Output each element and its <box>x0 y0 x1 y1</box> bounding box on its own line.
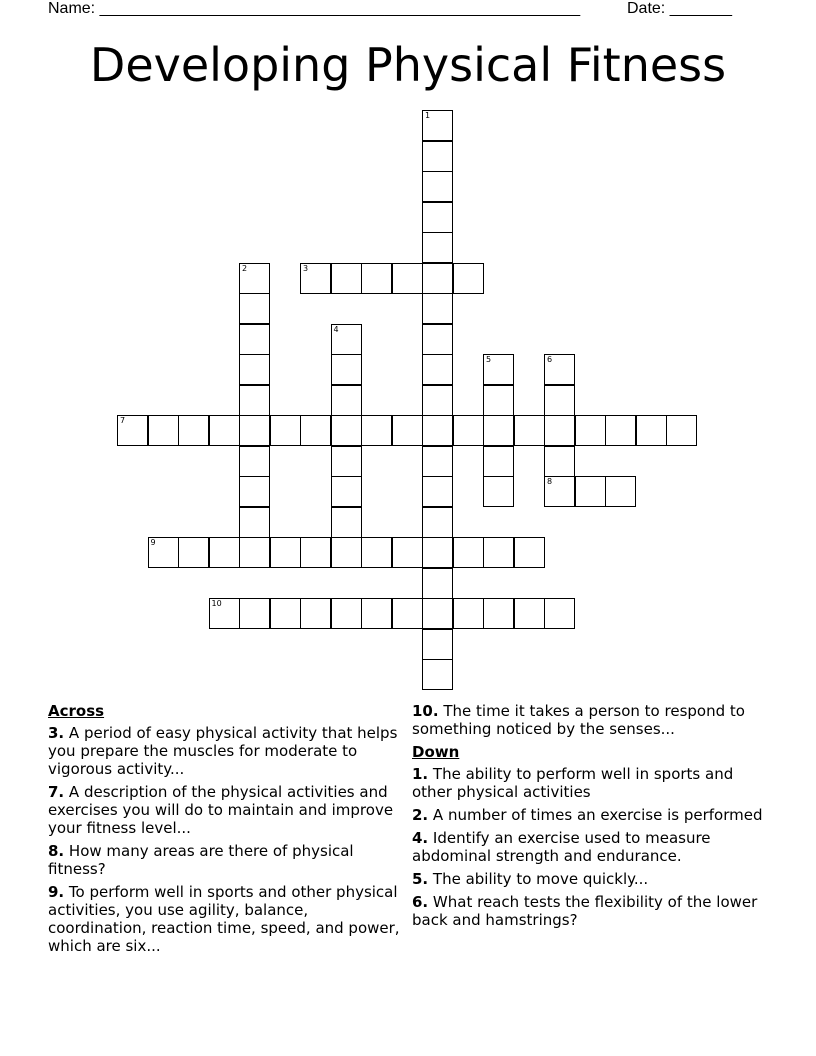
crossword-cell[interactable] <box>544 598 575 629</box>
clue-text: How many areas are there of physical fitness? <box>48 842 354 878</box>
crossword-cell[interactable] <box>361 598 392 629</box>
crossword-cell[interactable] <box>392 598 423 629</box>
crossword-cell[interactable] <box>666 415 697 446</box>
crossword-cell[interactable] <box>575 476 606 507</box>
crossword-cell[interactable] <box>483 446 514 477</box>
clue-number-label: 2 <box>242 263 248 273</box>
crossword-cell[interactable] <box>392 537 423 568</box>
crossword-cell[interactable] <box>239 385 270 416</box>
crossword-cell[interactable] <box>148 415 179 446</box>
crossword-cell[interactable] <box>422 354 453 385</box>
clue-text: A description of the physical activities and exercises you will do to maintain and improve your fitness level... <box>48 783 394 837</box>
clue-number: 1. <box>412 765 429 783</box>
crossword-cell[interactable] <box>483 415 514 446</box>
clue-text: To perform well in sports and other physical activities, you use agility, balance, coordination, reaction time, speed, and power, which are six... <box>48 883 400 955</box>
crossword-cell[interactable] <box>117 415 148 446</box>
across-heading: Across <box>48 702 105 720</box>
crossword-cell[interactable] <box>422 537 453 568</box>
clue-across-8 <box>48 842 408 878</box>
crossword-cell[interactable] <box>453 598 484 629</box>
crossword-cell[interactable] <box>483 385 514 416</box>
crossword-cell[interactable] <box>239 354 270 385</box>
date-line: Date: _______ <box>627 0 732 17</box>
crossword-cell[interactable] <box>422 324 453 355</box>
crossword-cell[interactable] <box>331 324 362 355</box>
crossword-cell[interactable] <box>239 507 270 538</box>
crossword-cell[interactable] <box>270 537 301 568</box>
crossword-cell[interactable] <box>544 446 575 477</box>
clue-text: The ability to perform well in sports and other physical activities <box>412 765 734 801</box>
crossword-cell[interactable] <box>361 537 392 568</box>
crossword-cell[interactable] <box>361 263 392 294</box>
crossword-cell[interactable] <box>331 476 362 507</box>
clue-number: 2. <box>412 806 429 824</box>
crossword-cell[interactable] <box>270 598 301 629</box>
crossword-cell[interactable] <box>605 415 636 446</box>
crossword-cell[interactable] <box>361 415 392 446</box>
clue-number: 4. <box>412 829 429 847</box>
clue-number-label: 4 <box>333 324 339 334</box>
clue-number: 10. <box>412 702 439 720</box>
crossword-cell[interactable] <box>636 415 667 446</box>
crossword-cell[interactable] <box>239 263 270 294</box>
crossword-cell[interactable] <box>422 232 453 263</box>
clue-across-7 <box>48 783 408 837</box>
crossword-cell[interactable] <box>483 476 514 507</box>
crossword-cell[interactable] <box>239 293 270 324</box>
crossword-cell[interactable] <box>239 446 270 477</box>
clue-across-9 <box>48 883 408 955</box>
name-line: Name: ______________________________________________________ <box>48 0 581 17</box>
crossword-cell[interactable] <box>544 354 575 385</box>
crossword-cell[interactable] <box>422 171 453 202</box>
crossword-cell[interactable] <box>544 476 575 507</box>
clue-number: 5. <box>412 870 429 888</box>
page-title: Developing Physical Fitness <box>89 38 727 92</box>
clue-down-1 <box>412 765 772 801</box>
clue-number: 9. <box>48 883 65 901</box>
clue-number-label: 10 <box>211 599 222 608</box>
clue-number-label: 3 <box>303 263 309 273</box>
clue-across-10 <box>412 702 772 738</box>
crossword-cell[interactable] <box>178 415 209 446</box>
crossword-cell[interactable] <box>392 263 423 294</box>
crossword-cell[interactable] <box>239 537 270 568</box>
clue-number: 3. <box>48 724 65 742</box>
crossword-cell[interactable] <box>148 537 179 568</box>
crossword-cell[interactable] <box>483 598 514 629</box>
crossword-cell[interactable] <box>514 415 545 446</box>
clue-number-label: 7 <box>120 416 126 425</box>
crossword-cell[interactable] <box>422 598 453 629</box>
clue-text: A period of easy physical activity that helps you prepare the muscles for moderate to vigorous activity... <box>48 724 398 778</box>
crossword-cell[interactable] <box>270 415 301 446</box>
clue-text: What reach tests the flexibility of the lower back and hamstrings? <box>412 893 758 929</box>
clue-down-6 <box>412 893 772 929</box>
crossword-cell[interactable] <box>422 202 453 233</box>
crossword-cell[interactable] <box>239 598 270 629</box>
crossword-cell[interactable] <box>300 598 331 629</box>
clue-text: The time it takes a person to respond to something noticed by the senses... <box>412 702 745 738</box>
crossword-cell[interactable] <box>239 415 270 446</box>
down-heading: Down <box>412 743 460 761</box>
clue-text: Identify an exercise used to measure abdominal strength and endurance. <box>412 829 711 865</box>
clue-number: 6. <box>412 893 429 911</box>
clue-text: A number of times an exercise is performed <box>432 806 763 824</box>
crossword-cell[interactable] <box>514 537 545 568</box>
crossword-cell[interactable] <box>453 415 484 446</box>
crossword-cell[interactable] <box>178 537 209 568</box>
clue-down-4 <box>412 829 772 865</box>
clue-number-label: 1 <box>425 111 431 120</box>
crossword-cell[interactable] <box>544 415 575 446</box>
crossword-cell[interactable] <box>331 507 362 538</box>
crossword-cell[interactable] <box>422 507 453 538</box>
crossword-cell[interactable] <box>239 476 270 507</box>
clues-right-column <box>412 702 772 934</box>
crossword-cell[interactable] <box>331 263 362 294</box>
crossword-cell[interactable] <box>422 659 453 690</box>
crossword-cell[interactable] <box>605 476 636 507</box>
crossword-cell[interactable] <box>331 385 362 416</box>
crossword-cell[interactable] <box>300 415 331 446</box>
clue-number-label: 5 <box>486 355 492 364</box>
crossword-cell[interactable] <box>331 354 362 385</box>
clues-left-column <box>48 702 408 960</box>
clue-number-label: 6 <box>547 355 553 364</box>
clue-down-5 <box>412 870 772 888</box>
crossword-cell[interactable] <box>209 537 240 568</box>
crossword-cell[interactable] <box>422 263 453 294</box>
clue-number-label: 8 <box>547 477 553 486</box>
crossword-cell[interactable] <box>239 324 270 355</box>
crossword-cell[interactable] <box>422 446 453 477</box>
crossword-cell[interactable] <box>422 568 453 599</box>
crossword-cell[interactable] <box>483 354 514 385</box>
crossword-cell[interactable] <box>209 598 240 629</box>
crossword-cell[interactable] <box>392 415 423 446</box>
crossword-cell[interactable] <box>453 263 484 294</box>
clue-number: 7. <box>48 783 65 801</box>
crossword-cell[interactable] <box>331 598 362 629</box>
clue-number-label: 9 <box>150 538 156 547</box>
crossword-cell[interactable] <box>422 110 453 141</box>
clue-text: The ability to move quickly... <box>432 870 649 888</box>
crossword-cell[interactable] <box>514 598 545 629</box>
clue-down-2 <box>412 806 772 824</box>
crossword-cell[interactable] <box>331 537 362 568</box>
crossword-cell[interactable] <box>453 537 484 568</box>
crossword-cell[interactable] <box>300 537 331 568</box>
crossword-cell[interactable] <box>422 385 453 416</box>
crossword-cell[interactable] <box>575 415 606 446</box>
crossword-cell[interactable] <box>422 293 453 324</box>
crossword-cell[interactable] <box>422 141 453 172</box>
crossword-cell[interactable] <box>331 415 362 446</box>
crossword-cell[interactable] <box>422 415 453 446</box>
crossword-cell[interactable] <box>331 446 362 477</box>
clue-across-3 <box>48 724 408 778</box>
crossword-cell[interactable] <box>209 415 240 446</box>
crossword-cell[interactable] <box>422 476 453 507</box>
clue-number: 8. <box>48 842 65 860</box>
crossword-cell[interactable] <box>422 629 453 660</box>
crossword-cell[interactable] <box>544 385 575 416</box>
crossword-cell[interactable] <box>483 537 514 568</box>
crossword-cell[interactable] <box>300 263 331 294</box>
